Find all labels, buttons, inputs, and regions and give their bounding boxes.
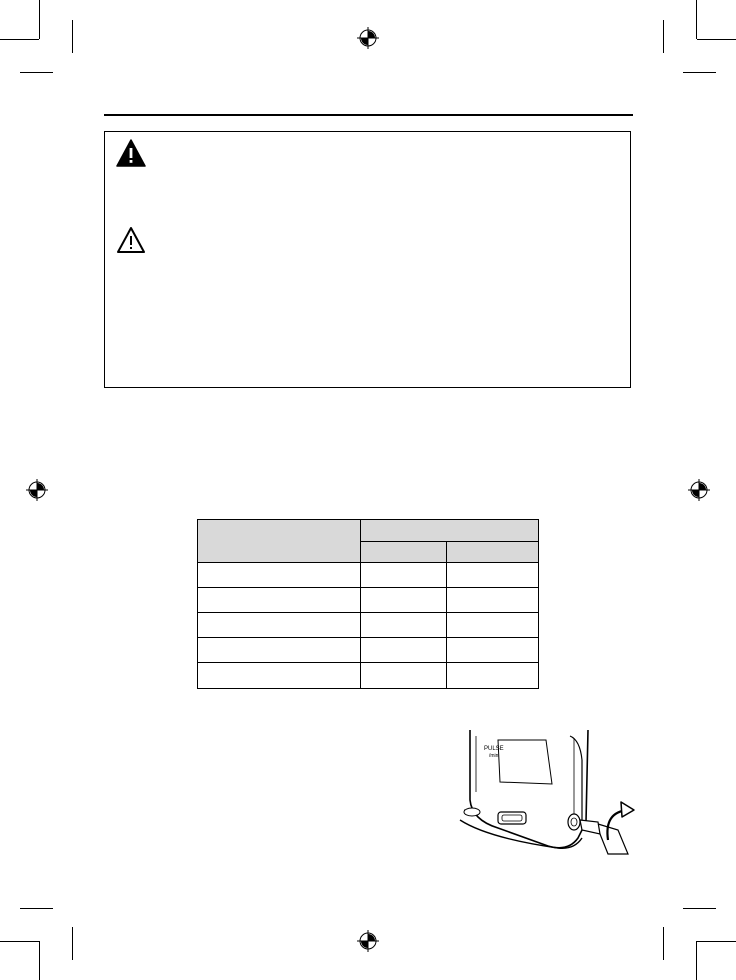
- registration-target-icon: [26, 479, 48, 501]
- device-label-bottom: /min: [489, 753, 499, 759]
- crop-mark: [20, 908, 53, 909]
- crop-mark: [697, 39, 736, 40]
- table-row-label: [197, 662, 361, 689]
- table-header-cell: [197, 519, 361, 563]
- table-cell: [360, 637, 447, 663]
- table-cell: [446, 662, 539, 689]
- registration-target-icon: [688, 479, 710, 501]
- crop-mark: [697, 941, 736, 942]
- table-cell: [360, 562, 447, 588]
- table-header-group: [360, 519, 539, 542]
- crop-mark: [0, 39, 39, 40]
- table-cell: [446, 562, 539, 588]
- crop-mark: [696, 941, 697, 980]
- table-row-label: [197, 562, 361, 588]
- table-row-label: [197, 612, 361, 638]
- crop-mark: [20, 72, 53, 73]
- table-row-label: [197, 637, 361, 663]
- table-cell: [360, 587, 447, 613]
- crop-mark: [683, 908, 716, 909]
- table-cell: [446, 637, 539, 663]
- table-cell: [360, 662, 447, 689]
- crop-mark: [39, 0, 40, 39]
- warning-filled-icon: [116, 139, 146, 167]
- crop-mark: [72, 20, 73, 53]
- specification-table: [197, 519, 539, 689]
- table-subheader-2: [446, 541, 539, 563]
- crop-mark: [72, 927, 73, 960]
- table-subheader-1: [360, 541, 447, 563]
- caution-outline-icon: [116, 226, 146, 254]
- warning-box: [104, 131, 631, 388]
- header-rule: [104, 114, 633, 116]
- table-cell: [360, 612, 447, 638]
- table-row-label: [197, 587, 361, 613]
- crop-mark: [0, 941, 39, 942]
- crop-mark: [663, 20, 664, 53]
- table-cell: [446, 612, 539, 638]
- table-cell: [446, 587, 539, 613]
- crop-mark: [696, 0, 697, 39]
- crop-mark: [39, 941, 40, 980]
- registration-target-icon: [357, 930, 379, 952]
- registration-target-icon: [357, 27, 379, 49]
- crop-mark: [663, 927, 664, 960]
- device-label-top: PULSE: [484, 746, 504, 752]
- crop-mark: [683, 72, 716, 73]
